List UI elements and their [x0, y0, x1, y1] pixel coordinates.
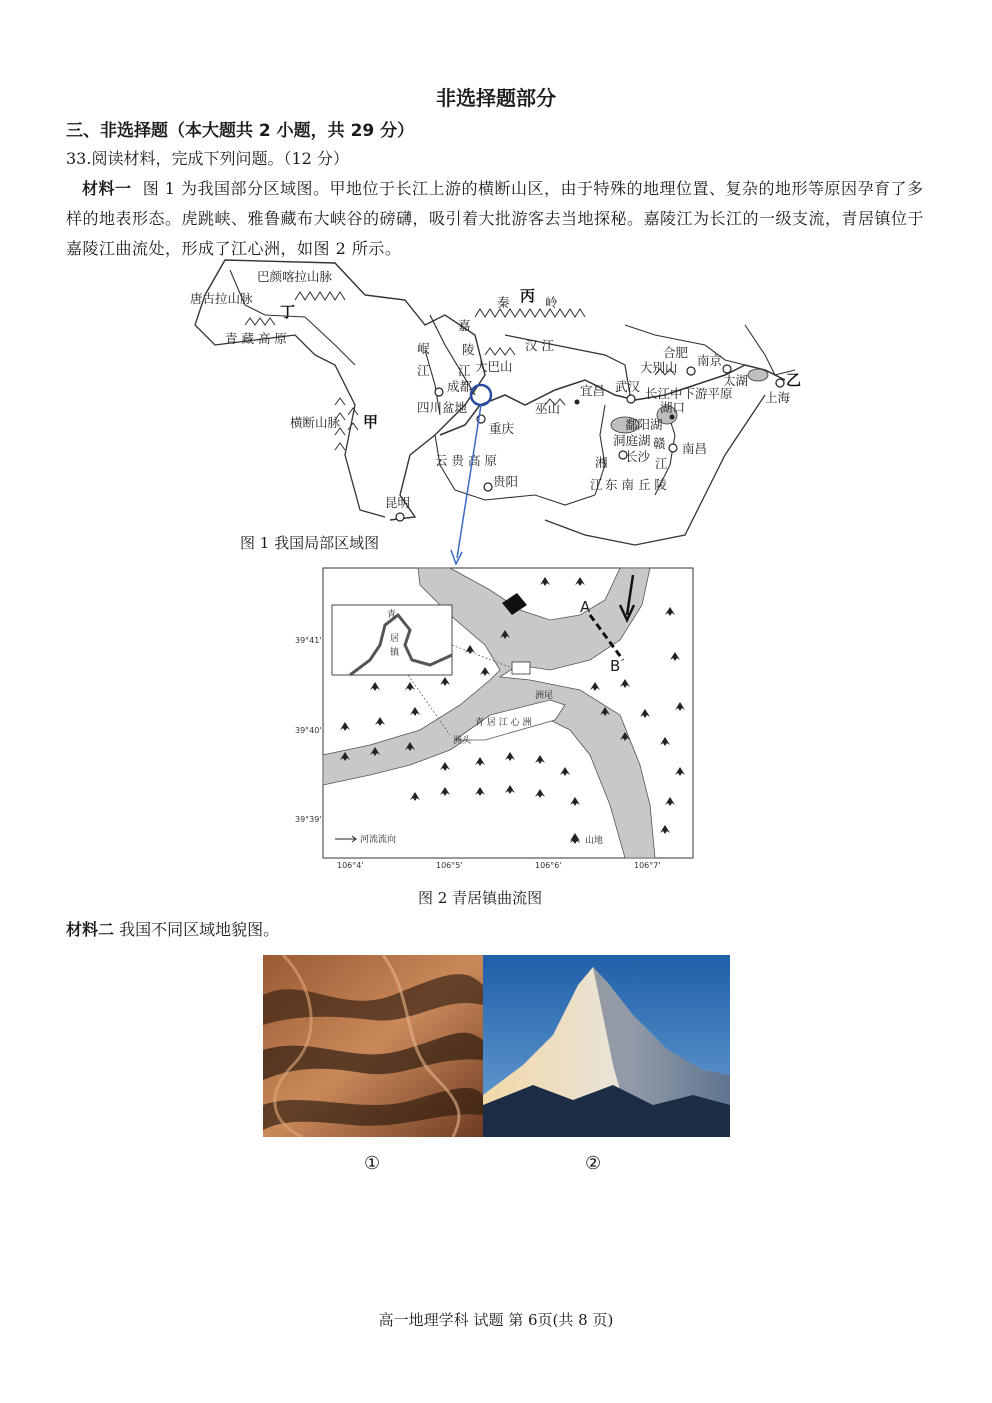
inset-label-2: 居: [390, 634, 400, 644]
label-poyang: 鄱阳湖: [625, 417, 663, 432]
island-name-label: 青 居 江 心 洲: [475, 718, 532, 728]
label-jiang: 江: [458, 363, 471, 378]
label-wuhan: 武汉: [615, 379, 641, 394]
material1-text: 图 1 为我国部分区域图。甲地位于长江上游的横断山区，由于特殊的地理位置、复杂的地形等原因孕育了多样的地表形态。虎跳峡、雅鲁藏布大峡谷的磅礴，吸引着大批游客去当地探秘。嘉陵江为长江的一级支流，青居镇位于嘉陵江曲流处，形成了江心洲，如图 2 所示。: [66, 179, 925, 258]
label-gan: 赣: [653, 436, 666, 451]
photo-danxia-landform: [263, 955, 483, 1137]
lat-tick-2: 39°40': [295, 726, 322, 735]
lon-tick-4: 106°7': [634, 861, 661, 870]
material1-label: 材料一: [82, 179, 132, 198]
point-a-label: A: [580, 598, 591, 616]
legend-river-label: 河流流向: [360, 835, 397, 845]
figure2-caption: 图 2 青居镇曲流图: [418, 889, 543, 907]
zoom-box: [512, 662, 530, 674]
label-changsha: 长沙: [625, 449, 651, 464]
taihu-shape: [748, 369, 768, 381]
label-dabashan: 大巴山: [475, 359, 513, 374]
lon-tick-2: 106°5': [436, 861, 463, 870]
label-jia: 嘉: [458, 318, 471, 333]
label-qingzang: 青 藏 高 原: [225, 331, 287, 346]
lat-tick-1: 39°41': [295, 636, 322, 645]
label-yi: 乙: [786, 371, 802, 389]
page-footer: 高一地理学科 试题 第 6页(共 8 页): [378, 1311, 614, 1329]
zhoutou-label: 洲头: [453, 736, 472, 746]
section-title: 非选择题部分: [436, 86, 556, 110]
label-min: 岷: [417, 341, 430, 356]
legend-mountain-label: 山地: [585, 836, 604, 846]
label-dongting: 洞庭湖: [613, 433, 651, 448]
label-dongnan: 东 南 丘 陵: [605, 477, 667, 492]
label-dabieshan: 大别山: [640, 360, 678, 375]
label-yichang: 宜昌: [580, 383, 606, 398]
label-chongqing: 重庆: [489, 421, 515, 436]
lat-tick-3: 39°39': [295, 815, 322, 824]
lon-tick-3: 106°6': [535, 861, 562, 870]
part-heading: 三、非选择题（本大题共 2 小题，共 29 分）: [66, 121, 415, 141]
label-qin: 秦: [497, 295, 510, 310]
yichang-dot: [575, 400, 580, 405]
label-shanghai: 上海: [765, 390, 791, 405]
point-b-label: B: [610, 657, 621, 675]
label-hukou: 湖口: [660, 400, 686, 415]
label-nanjing: 南京: [697, 353, 723, 368]
label-ling2: 陵: [462, 342, 475, 357]
label-bing: 丙: [520, 287, 536, 305]
inset-label-3: 镇: [390, 648, 400, 658]
label-guiyang: 贵阳: [493, 474, 519, 489]
question-line: 33.阅读材料，完成下列问题。（12 分）: [66, 149, 349, 168]
label-wushan: 巫山: [535, 401, 561, 416]
hukou-dot: [670, 415, 675, 420]
label-taihu: 太湖: [723, 373, 749, 388]
material1-paragraph: [66, 174, 932, 264]
label-gan-jiang: 江: [655, 456, 668, 471]
label-ding: 丁: [280, 303, 296, 321]
connector-arrow: [440, 400, 500, 570]
label-tanggula: 唐古拉山脉: [190, 291, 253, 306]
label-chengdu: 成都: [447, 379, 473, 394]
label-xiang-jiang: 江: [590, 477, 603, 492]
figure2-map: [290, 565, 700, 875]
zhouwei-label: 洲尾: [535, 691, 554, 701]
inset-label-1: 青: [387, 610, 397, 620]
lon-tick-1: 106°4': [337, 861, 364, 870]
label-minjiang: 江: [417, 363, 430, 378]
label-hengduan: 横断山脉: [290, 415, 341, 430]
photo-snow-mountain: [483, 955, 730, 1137]
label-jia-place: 甲: [363, 413, 379, 431]
label-sichuan: 四川盆地: [417, 400, 468, 415]
label-nanchang: 南昌: [682, 441, 708, 456]
figure1-caption: 图 1 我国局部区域图: [240, 534, 380, 552]
label-yungui: 云 贵 高 原: [435, 453, 497, 468]
label-kunming: 昆明: [385, 495, 411, 510]
label-xiang: 湘: [595, 455, 608, 470]
label-bayankala: 巴颜喀拉山脉: [257, 269, 333, 284]
photo2-label: ②: [585, 1153, 602, 1174]
label-changjiang-plain: 长江中下游平原: [645, 386, 733, 401]
photo1-label: ①: [364, 1153, 381, 1174]
label-hanjiang: 汉 江: [525, 338, 554, 353]
material2-text: 我国不同区域地貌图。: [119, 920, 280, 939]
label-hefei: 合肥: [663, 345, 689, 360]
label-ling: 岭: [545, 295, 558, 310]
river-yangtze-upper: [195, 295, 385, 517]
material2-label: 材料二: [66, 920, 115, 939]
material2-line: [66, 917, 279, 940]
